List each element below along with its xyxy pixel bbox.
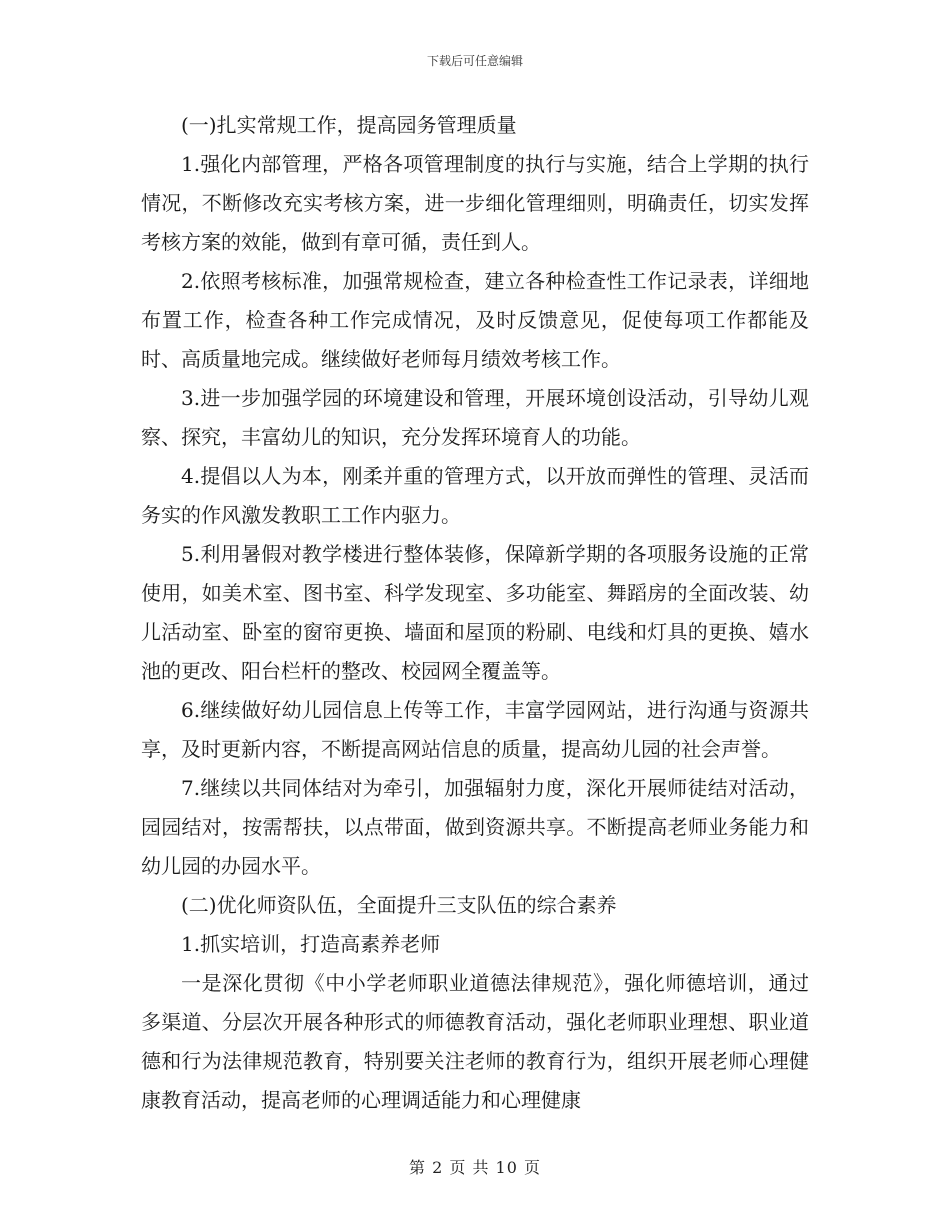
- paragraph: 7.继续以共同体结对为牵引，加强辐射力度，深化开展师徒结对活动，园园结对，按需帮扶，以点带面，做到资源共享。不断提高老师业务能力和幼儿园的办园水平。: [141, 776, 809, 878]
- paragraph: 一是深化贯彻《中小学老师职业道德法律规范》，强化师德培训，通过多渠道、分层次开展各种形式的师德教育活动，强化老师职业理想、职业道德和行为法律规范教育，特别要关注老师的教育行为，组织开展老师心理健康教育活动，提高老师的心理调适能力和心理健康: [141, 971, 809, 1112]
- paragraph: 6.继续做好幼儿园信息上传等工作，丰富学园网站，进行沟通与资源共享，及时更新内容，不断提高网站信息的质量，提高幼儿园的社会声誉。: [141, 698, 809, 761]
- paragraph: 5.利用暑假对教学楼进行整体装修，保障新学期的各项服务设施的正常使用，如美术室、图书室、科学发现室、多功能室、舞蹈房的全面改装、幼儿活动室、卧室的窗帘更换、墙面和屋顶的粉刷、电线和灯具的更换、嬉水池的更改、阳台栏杆的整改、校园网全覆盖等。: [141, 542, 809, 683]
- subsection-heading: 1.抓实培训，打造高素养老师: [181, 932, 441, 956]
- paragraph: 2.依照考核标准，加强常规检查，建立各种检查性工作记录表，详细地布置工作，检查各种工作完成情况，及时反馈意见，促使每项工作都能及时、高质量地完成。继续做好老师每月绩效考核工作。: [141, 269, 809, 371]
- page-number-footer: 第 2 页 共 10 页: [409, 1158, 541, 1177]
- document-body: [141, 106, 809, 1120]
- paragraph: 1.强化内部管理，严格各项管理制度的执行与实施，结合上学期的执行情况，不断修改充实考核方案，进一步细化管理细则，明确责任，切实发挥考核方案的效能，做到有章可循，责任到人。: [141, 152, 809, 254]
- page-header: 下载后可任意编辑: [426, 54, 523, 68]
- paragraph: 3.进一步加强学园的环境建设和管理，开展环境创设活动，引导幼儿观察、探究，丰富幼儿的知识，充分发挥环境育人的功能。: [141, 386, 809, 449]
- section-heading: (二)优化师资队伍，全面提升三支队伍的综合素养: [181, 893, 617, 917]
- section-heading: (一)扎实常规工作，提高园务管理质量: [181, 113, 517, 137]
- paragraph: 4.提倡以人为本，刚柔并重的管理方式，以开放而弹性的管理、灵活而务实的作风激发教职工工作内驱力。: [141, 464, 809, 527]
